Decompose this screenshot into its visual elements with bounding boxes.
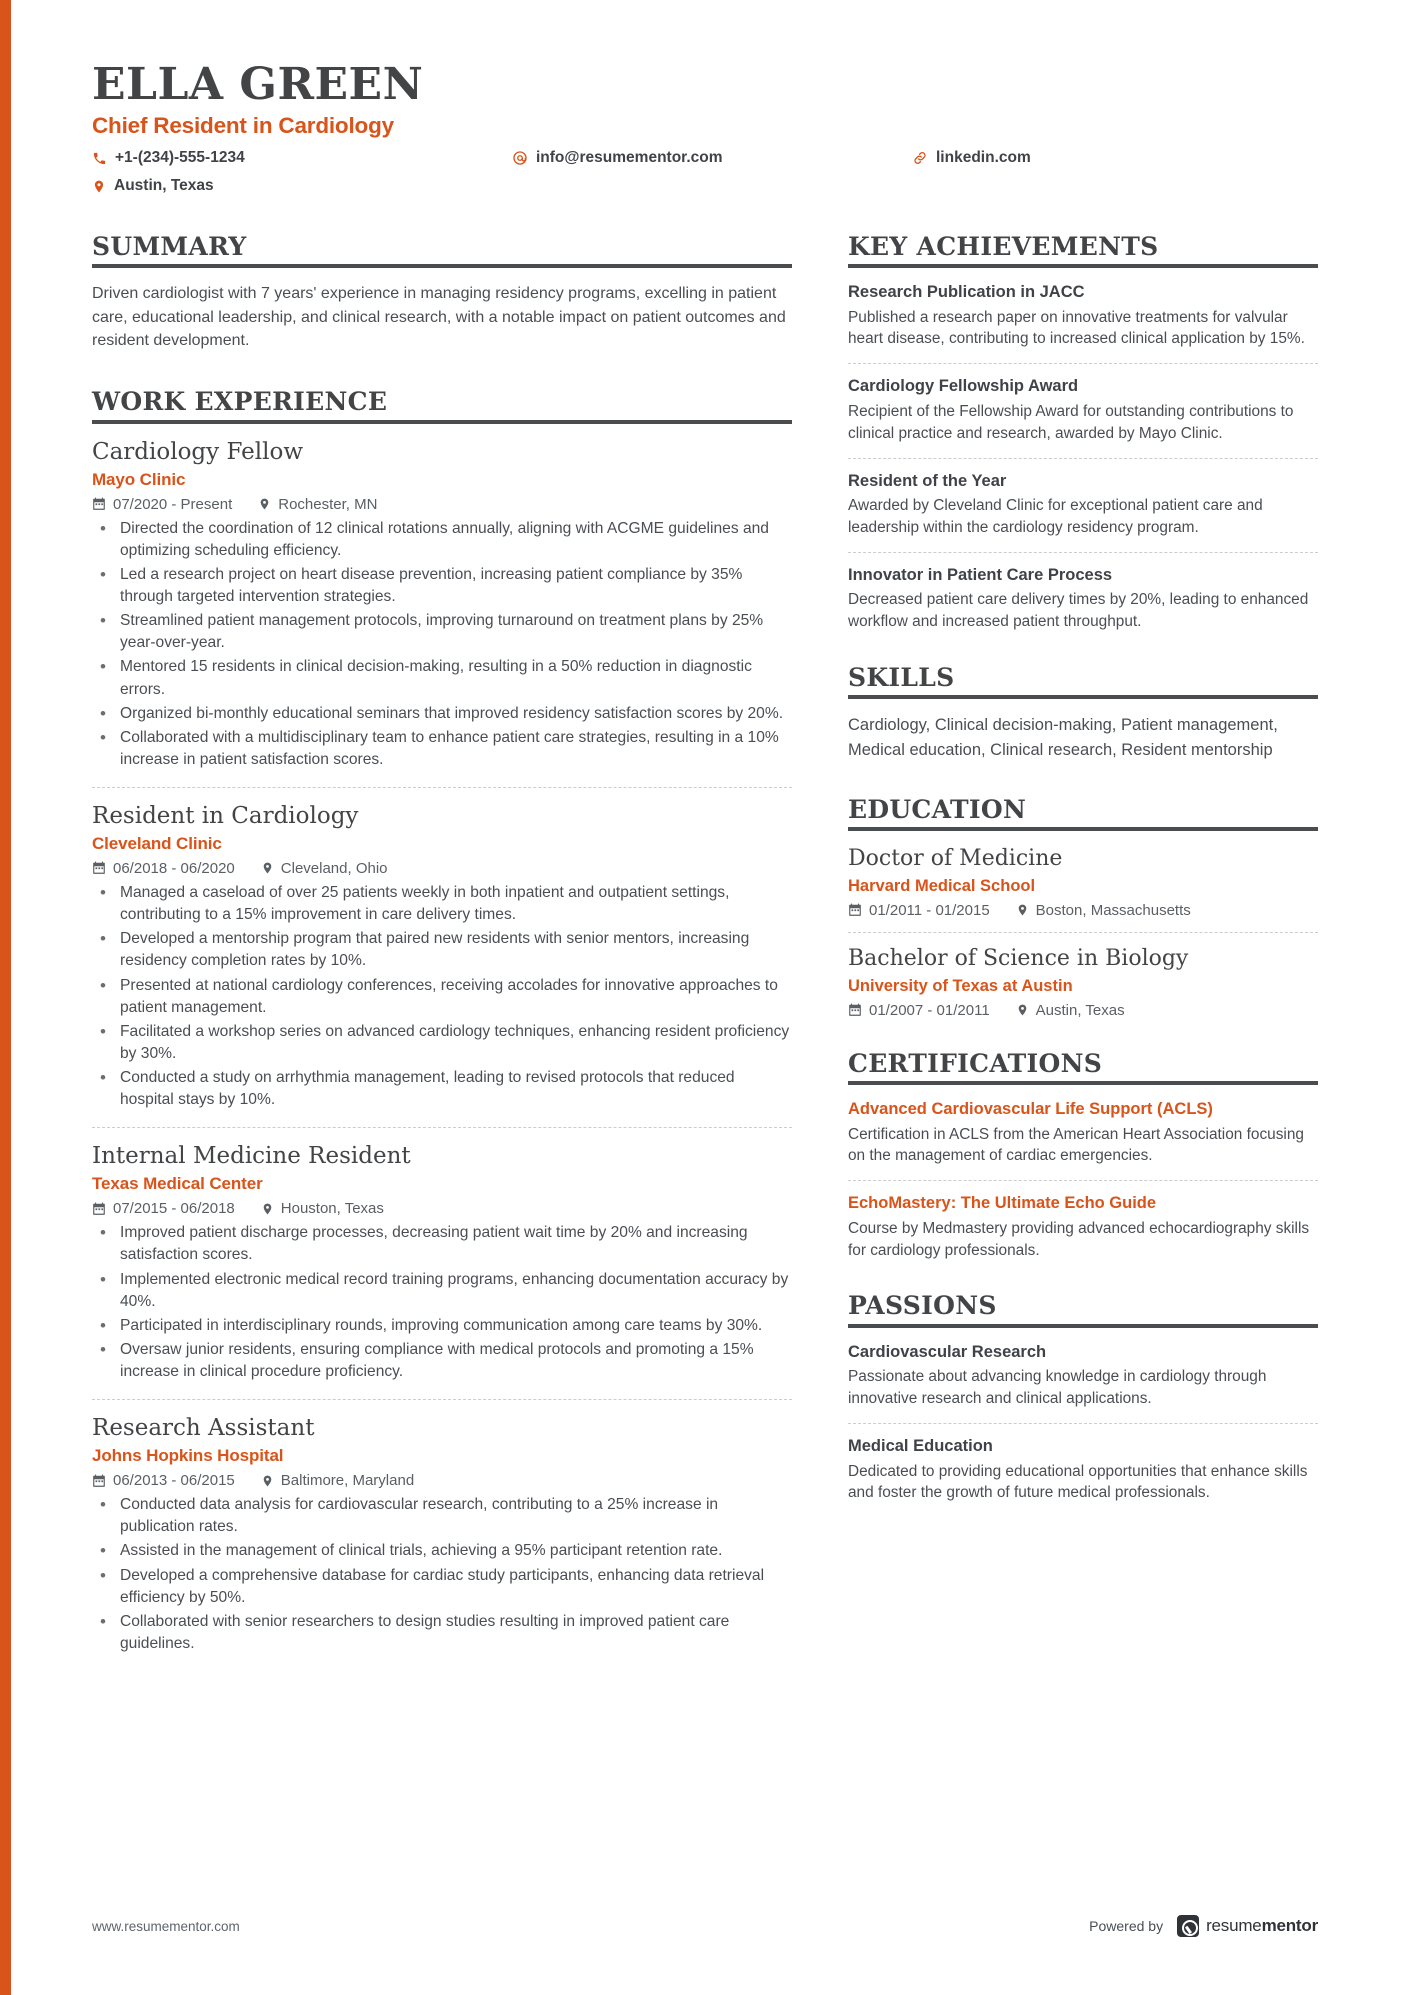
education-entry (848, 945, 1318, 1019)
job-bullet: • Developed a comprehensive database for cardiac study participants, enhancing data retrieval efficiency by 50%. (92, 1565, 792, 1609)
education-location (1016, 902, 1191, 919)
job-location (261, 1472, 414, 1489)
location-pin-icon (258, 497, 271, 511)
job-bullet: • Developed a mentorship program that paired new residents with senior mentors, increasing residency completion rates by 10%. (92, 928, 792, 972)
section-rule (848, 827, 1318, 831)
passion-entry (848, 1436, 1318, 1504)
location-pin-icon (261, 1474, 274, 1488)
job-dates (92, 860, 235, 877)
job-bullet: • Managed a caseload of over 25 patients weekly in both inpatient and outpatient settings, contributing to a 15% improvement in care delivery times. (92, 882, 792, 926)
footer-website[interactable]: www.resumementor.com (92, 1918, 240, 1934)
section-rule (848, 1324, 1318, 1328)
email-icon (512, 148, 528, 169)
education-dates-text: 01/2007 - 01/2011 (869, 1001, 990, 1019)
contact-linkedin-text: linkedin.com (936, 148, 1031, 166)
achievement-entry (848, 376, 1318, 444)
job-bullet: • Directed the coordination of 12 clinical rotations annually, aligning with ACGME guidelines and optimizing scheduling efficiency. (92, 518, 792, 562)
location-pin-icon (92, 176, 106, 197)
contact-phone-text: +1-(234)-555-1234 (115, 148, 245, 166)
contact-linkedin[interactable] (912, 148, 1318, 169)
resume-header (92, 59, 1318, 202)
education-location-text: Austin, Texas (1035, 1001, 1125, 1019)
logo-text-light: resume (1206, 1916, 1262, 1935)
job-organization: Texas Medical Center (92, 1174, 263, 1194)
certification-body: Certification in ACLS from the American Heart Association focusing on the management of cardiac emergencies. (848, 1125, 1304, 1165)
calendar-icon (92, 497, 106, 511)
achievement-body: Awarded by Cleveland Clinic for exceptional patient care and leadership within the cardiology residency program. (848, 496, 1263, 536)
passion-body: Passionate about advancing knowledge in cardiology through innovative research and clinical applications. (848, 1368, 1267, 1408)
entry-divider (848, 552, 1318, 553)
contact-email-text: info@resumementor.com (536, 148, 723, 166)
calendar-icon (848, 903, 862, 917)
link-icon (912, 148, 928, 169)
job-meta (92, 1472, 792, 1489)
key-achievements-heading: KEY ACHIEVEMENTS (848, 231, 1159, 261)
education-meta (848, 902, 1318, 919)
job-bullet: • Implemented electronic medical record training programs, enhancing documentation accuracy by 40%. (92, 1269, 792, 1313)
job-list (92, 438, 792, 1655)
summary-text: Driven cardiologist with 7 years' experience in managing residency programs, excelling in patient care, educational leadership, and clinical research, with a notable impact on patient outcomes and resident development. (92, 285, 786, 350)
candidate-job-title: Chief Resident in Cardiology (92, 112, 394, 138)
calendar-icon (92, 1474, 106, 1488)
education-degree: Bachelor of Science in Biology (848, 945, 1189, 971)
contact-phone[interactable] (92, 148, 512, 169)
job-meta (92, 1200, 792, 1217)
job-bullet: • Conducted data analysis for cardiovascular research, contributing to a 25% increase in publication rates. (92, 1494, 792, 1538)
job-bullet: • Assisted in the management of clinical trials, achieving a 95% participant retention rate. (92, 1540, 792, 1562)
job-dates (92, 1200, 235, 1217)
phone-icon (92, 148, 107, 169)
job-title: Research Assistant (92, 1415, 315, 1442)
achievement-title: Resident of the Year (848, 471, 1007, 490)
job-dates-text: 07/2020 - Present (113, 495, 233, 513)
job-bullet: • Streamlined patient management protocols, improving turnaround on treatment plans by 25% year-over-year. (92, 610, 792, 654)
passions-section (848, 1291, 1318, 1504)
location-pin-icon (261, 861, 274, 875)
job-location (261, 860, 388, 877)
certification-title: EchoMastery: The Ultimate Echo Guide (848, 1194, 1157, 1213)
passion-body: Dedicated to providing educational opportunities that enhance skills and foster the growth of future medical professionals. (848, 1462, 1308, 1502)
achievement-entry (848, 471, 1318, 539)
certification-title: Advanced Cardiovascular Life Support (ACLS) (848, 1100, 1213, 1119)
education-location-text: Boston, Massachusetts (1035, 901, 1191, 919)
achievement-body: Decreased patient care delivery times by 20%, leading to enhanced workflow and increased patient throughput. (848, 591, 1309, 630)
job-title: Resident in Cardiology (92, 803, 359, 830)
passions-heading: PASSIONS (848, 1291, 997, 1321)
education-heading: EDUCATION (848, 794, 1027, 824)
achievement-body: Published a research paper on innovative treatments for valvular heart disease, contributing to increased clinical application by 15%. (848, 308, 1305, 348)
certification-entry (848, 1193, 1318, 1261)
job-dates-text: 07/2015 - 06/2018 (113, 1200, 235, 1218)
education-meta (848, 1002, 1318, 1019)
education-location (1016, 1002, 1125, 1019)
passion-title: Medical Education (848, 1437, 993, 1456)
section-rule (92, 420, 792, 424)
summary-section (92, 232, 792, 354)
achievement-body: Recipient of the Fellowship Award for outstanding contributions to clinical practice and research, awarded by Mayo Clinic. (848, 402, 1294, 442)
education-school: Harvard Medical School (848, 876, 1036, 895)
achievement-list (848, 282, 1318, 633)
achievement-title: Cardiology Fellowship Award (848, 377, 1079, 396)
contact-info (92, 148, 1318, 202)
job-location-text: Houston, Texas (280, 1200, 384, 1218)
education-section (848, 795, 1318, 1019)
job-location-text: Rochester, MN (278, 495, 378, 513)
powered-by-label: Powered by (1089, 1918, 1164, 1934)
logo-mark-icon (1177, 1915, 1199, 1937)
job-location (258, 496, 377, 513)
accent-bar (0, 0, 11, 1995)
job-organization: Cleveland Clinic (92, 833, 222, 853)
passion-title: Cardiovascular Research (848, 1342, 1047, 1361)
work-experience-section (92, 387, 792, 1655)
right-column (848, 232, 1318, 1511)
job-bullet-list (92, 1222, 792, 1383)
job-bullet: • Mentored 15 residents in clinical decision-making, resulting in a 50% reduction in diagnostic errors. (92, 656, 792, 700)
job-meta (92, 496, 792, 513)
section-rule (848, 264, 1318, 268)
job-bullet: • Facilitated a workshop series on advanced cardiology techniques, enhancing resident proficiency by 30%. (92, 1021, 792, 1065)
job-organization: Johns Hopkins Hospital (92, 1446, 284, 1466)
achievement-entry (848, 565, 1318, 633)
location-pin-icon (261, 1202, 274, 1216)
certifications-heading: CERTIFICATIONS (848, 1048, 1103, 1078)
job-dates (92, 496, 232, 513)
entry-divider (848, 1180, 1318, 1181)
job-location (261, 1200, 384, 1217)
job-bullet: • Presented at national cardiology conferences, receiving accolades for innovative approaches to patient management. (92, 975, 792, 1019)
location-pin-icon (1016, 1003, 1029, 1017)
section-rule (848, 1081, 1318, 1085)
logo-text-bold: mentor (1261, 1916, 1318, 1935)
location-pin-icon (1016, 903, 1029, 917)
entry-divider (92, 787, 792, 788)
contact-email[interactable] (512, 148, 912, 169)
education-list (848, 845, 1318, 1018)
job-bullet: • Improved patient discharge processes, decreasing patient wait time by 20% and increasing satisfaction scores. (92, 1222, 792, 1266)
job-bullet: • Collaborated with a multidisciplinary team to enhance patient care strategies, resulting in a 10% increase in patient satisfaction scores. (92, 727, 792, 771)
job-location-text: Baltimore, Maryland (280, 1472, 415, 1490)
education-entry (848, 845, 1318, 919)
entry-divider (92, 1127, 792, 1128)
entry-divider (92, 1399, 792, 1400)
resumementor-logo (1177, 1915, 1318, 1937)
job-entry (92, 802, 792, 1111)
job-bullet: • Participated in interdisciplinary rounds, improving communication among care teams by 30%. (92, 1315, 792, 1337)
contact-location-text: Austin, Texas (114, 176, 214, 194)
summary-heading: SUMMARY (92, 231, 247, 261)
work-experience-heading: WORK EXPERIENCE (92, 387, 388, 417)
entry-divider (848, 363, 1318, 364)
entry-divider (848, 1423, 1318, 1424)
logo-text (1206, 1916, 1318, 1936)
job-title: Cardiology Fellow (92, 438, 304, 465)
skills-text: Cardiology, Clinical decision-making, Patient management, Medical education, Clinical research, Resident mentorship (848, 716, 1278, 760)
certifications-section (848, 1049, 1318, 1262)
education-school: University of Texas at Austin (848, 976, 1073, 995)
education-dates-text: 01/2011 - 01/2015 (869, 901, 990, 919)
passion-list (848, 1342, 1318, 1504)
left-column (92, 232, 792, 1662)
passion-entry (848, 1342, 1318, 1410)
footer-branding (1089, 1915, 1318, 1937)
key-achievements-section (848, 232, 1318, 633)
section-rule (92, 264, 792, 268)
certification-entry (848, 1099, 1318, 1167)
job-organization: Mayo Clinic (92, 469, 186, 489)
job-entry (92, 1142, 792, 1383)
job-bullet: • Conducted a study on arrhythmia management, leading to revised protocols that reduced hospital stays by 10%. (92, 1067, 792, 1111)
job-entry (92, 1414, 792, 1655)
job-dates-text: 06/2013 - 06/2015 (113, 1472, 235, 1490)
entry-divider (848, 932, 1318, 933)
calendar-icon (92, 1202, 106, 1216)
job-bullet-list (92, 1494, 792, 1655)
job-bullet: • Organized bi-monthly educational seminars that improved residency satisfaction scores by 20%. (92, 703, 792, 725)
skills-section (848, 663, 1318, 763)
achievement-entry (848, 282, 1318, 350)
page-footer (92, 1915, 1318, 1937)
education-dates (848, 902, 990, 919)
job-bullet-list (92, 882, 792, 1111)
achievement-title: Innovator in Patient Care Process (848, 565, 1113, 584)
calendar-icon (92, 861, 106, 875)
job-meta (92, 860, 792, 877)
job-title: Internal Medicine Resident (92, 1143, 411, 1170)
job-bullet: • Oversaw junior residents, ensuring compliance with medical protocols and promoting a 15% increase in clinical procedure proficiency. (92, 1339, 792, 1383)
job-bullet: • Collaborated with senior researchers to design studies resulting in improved patient care guidelines. (92, 1611, 792, 1655)
job-bullet-list (92, 518, 792, 772)
certification-list (848, 1099, 1318, 1261)
section-rule (848, 695, 1318, 699)
education-dates (848, 1002, 990, 1019)
job-location-text: Cleveland, Ohio (280, 859, 388, 877)
certification-body: Course by Medmastery providing advanced echocardiography skills for cardiology professionals. (848, 1219, 1310, 1259)
entry-divider (848, 458, 1318, 459)
candidate-name: ELLA GREEN (92, 59, 424, 110)
calendar-icon (848, 1003, 862, 1017)
education-degree: Doctor of Medicine (848, 846, 1063, 872)
skills-heading: SKILLS (848, 662, 955, 692)
job-entry (92, 438, 792, 771)
contact-location (92, 176, 512, 197)
job-dates (92, 1472, 235, 1489)
job-dates-text: 06/2018 - 06/2020 (113, 859, 235, 877)
job-bullet: • Led a research project on heart disease prevention, increasing patient compliance by 35% through targeted intervention strategies. (92, 564, 792, 608)
achievement-title: Research Publication in JACC (848, 283, 1085, 302)
